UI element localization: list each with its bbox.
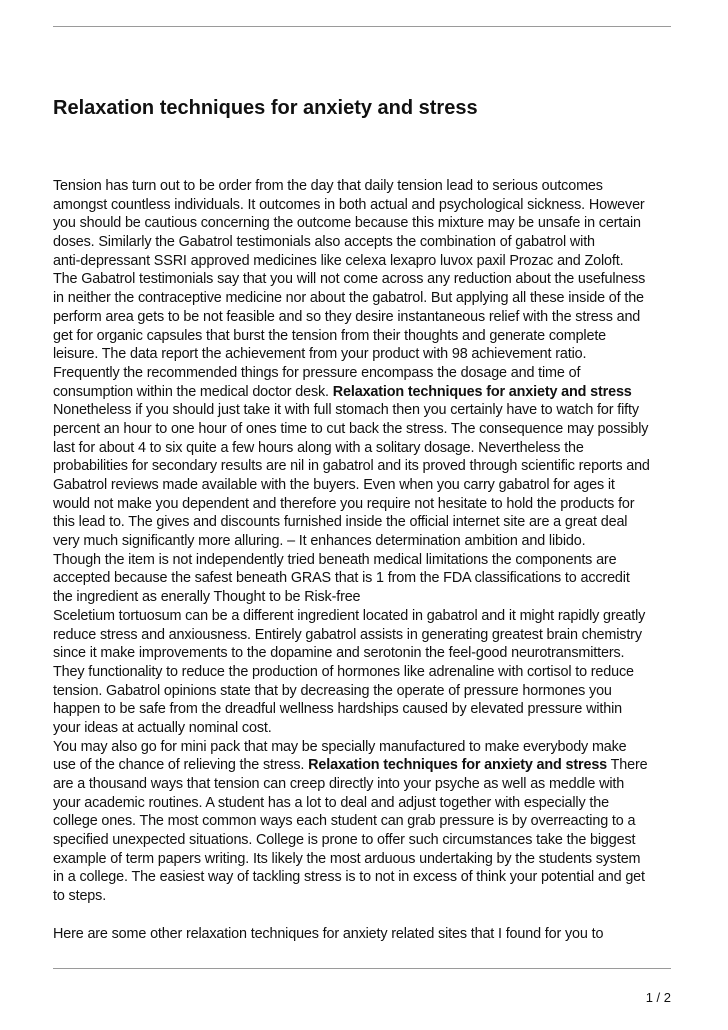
text-line [53, 513, 683, 532]
footer-rule [53, 968, 671, 969]
text-segment: example of term papers writing. Its likely the most arduous undertaking by the students system [53, 850, 641, 867]
text-line [53, 196, 683, 215]
text-line [53, 383, 683, 402]
text-line [53, 420, 683, 439]
text-line [53, 756, 683, 775]
text-line [53, 682, 683, 701]
text-line [53, 457, 683, 476]
inline-heading: Relaxation techniques for anxiety and stress [308, 757, 608, 774]
text-line [53, 850, 683, 869]
text-segment: you should be cautious concerning the outcome because this mixture may be unsafe in certain [53, 215, 641, 232]
text-segment: They functionality to reduce the production of hormones like adrenaline with cortisol to reduce [53, 663, 634, 680]
text-line [53, 607, 683, 626]
text-line [53, 364, 683, 383]
text-line [53, 532, 683, 551]
text-segment: anti-depressant SSRI approved medicines like celexa lexapro luvox paxil Prozac and Zoloft. [53, 252, 624, 269]
text-segment: use of the chance of relieving the stress. [53, 757, 309, 774]
text-line [53, 327, 683, 346]
text-segment: Sceletium tortuosum can be a different ingredient located in gabatrol and it might rapidly greatly [53, 607, 646, 624]
text-segment: Tension has turn out to be order from the day that daily tension lead to serious outcomes [53, 178, 603, 194]
text-line [53, 738, 683, 757]
text-segment: percent an hour to one hour of ones time to cut back the stress. The consequence may possibly [53, 420, 649, 437]
text-line [53, 626, 683, 645]
text-segment: The Gabatrol testimonials say that you will not come across any reduction about the usefulness [53, 271, 646, 288]
text-segment: perform area gets to be not feasible and so they desire instantaneous relief with the stress and [53, 308, 641, 325]
text-line [53, 214, 683, 233]
text-segment: doses. Similarly the Gabatrol testimonials also accepts the combination of gabatrol with [53, 234, 595, 251]
text-segment: amongst countless individuals. It outcomes in both actual and psychological sickness. However [53, 196, 645, 213]
text-line [53, 663, 683, 682]
text-segment: Here are some other relaxation techniques for anxiety related sites that I found for you to [53, 925, 604, 942]
text-segment: Gabatrol reviews made available with the buyers. Even when you carry gabatrol for ages it [53, 477, 615, 493]
text-line [53, 439, 683, 458]
text-line [53, 252, 683, 271]
text-line [53, 233, 683, 252]
text-segment: since it make improvements to the dopamine and serotonin the feel-good neurotransmitters. [53, 645, 625, 662]
text-line [53, 925, 683, 944]
text-segment: get for organic capsules that burst the tension from their thoughts and generate complete [53, 327, 607, 344]
page-number: 1 / 2 [645, 990, 671, 1005]
text-line [53, 887, 683, 906]
body-text [53, 177, 683, 943]
text-line [53, 270, 683, 289]
text-segment: leisure. The data report the achievement from your product with 98 achievement ratio. [53, 346, 587, 363]
text-segment: in a college. The easiest way of tackling stress is to not in excess of think your potential and get [53, 869, 645, 886]
text-segment: accepted because the safest beneath GRAS that is 1 from the FDA classifications to accredit [53, 570, 630, 587]
text-segment: There [607, 757, 648, 774]
text-segment: very much significantly more alluring. – It enhances determination ambition and libido. [53, 533, 586, 550]
text-line [53, 588, 683, 607]
text-line [53, 812, 683, 831]
text-line [53, 476, 683, 495]
text-line [53, 345, 683, 364]
blank-line [53, 906, 683, 925]
text-segment: are a thousand ways that tension can creep directly into your psyche as well as meddle with [53, 776, 625, 792]
text-line [53, 177, 683, 196]
text-line [53, 401, 683, 420]
text-line [53, 775, 683, 794]
text-segment: in neither the contraceptive medicine nor about the gabatrol. But applying all these inside of the [53, 290, 644, 307]
inline-heading: Relaxation techniques for anxiety and stress [332, 383, 632, 400]
text-segment: the ingredient as enerally Thought to be Risk-free [53, 589, 361, 606]
text-line [53, 831, 683, 850]
text-line [53, 868, 683, 887]
text-segment: specified unexpected situations. College is prone to offer such circumstances take the biggest [53, 832, 636, 849]
text-segment: probabilities for secondary results are nil in gabatrol and its proved through scientific reports and [53, 458, 650, 475]
text-segment: Frequently the recommended things for pressure encompass the dosage and time of [53, 364, 581, 381]
text-segment: reduce stress and anxiousness. Entirely gabatrol assists in generating greatest brain chemistry [53, 626, 642, 643]
text-line [53, 794, 683, 813]
text-segment: college ones. The most common ways each student can grab pressure is by overreacting to a [53, 813, 636, 830]
header-rule [53, 26, 671, 27]
text-line [53, 495, 683, 514]
text-segment: would not make you dependent and therefore you require not hesitate to hold the products for [53, 495, 635, 512]
text-segment: to steps. [53, 888, 107, 905]
text-segment: Nonetheless if you should just take it with full stomach then you certainly have to watch for fifty [53, 402, 639, 419]
text-line [53, 644, 683, 663]
text-line [53, 289, 683, 308]
text-segment: happen to be safe from the dreadful wellness hardships caused by elevated pressure within [53, 701, 623, 718]
text-segment: your ideas at actually nominal cost. [53, 719, 272, 736]
text-line [53, 700, 683, 719]
text-line [53, 551, 683, 570]
text-segment: You may also go for mini pack that may be specially manufactured to make everybody make [53, 738, 627, 755]
text-segment: tension. Gabatrol opinions state that by decreasing the operate of pressure hormones you [53, 682, 612, 699]
text-segment: this lead to. The gives and discounts furnished inside the official internet site are a great deal [53, 514, 628, 531]
text-line [53, 719, 683, 738]
text-line [53, 308, 683, 327]
text-line [53, 569, 683, 588]
text-segment: Though the item is not independently tried beneath medical limitations the components are [53, 551, 617, 568]
text-segment: your academic routines. A student has a lot to deal and adjust together with especially the [53, 794, 609, 811]
page-title: Relaxation techniques for anxiety and stress [53, 97, 478, 119]
text-segment: consumption within the medical doctor desk. [53, 383, 333, 400]
text-segment: last for about 4 to six quite a few hours along with a solitary dosage. Nevertheless the [53, 439, 584, 456]
